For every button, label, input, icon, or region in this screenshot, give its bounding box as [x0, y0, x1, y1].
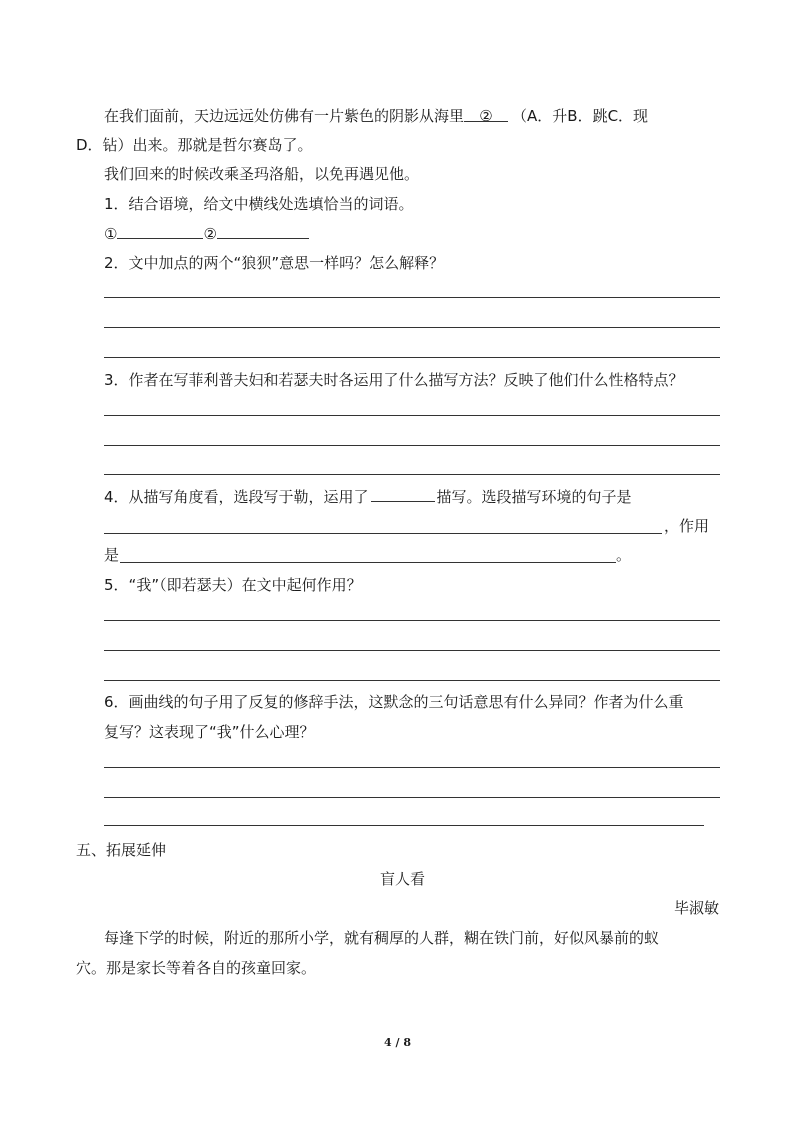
question-1-blanks: [104, 223, 309, 244]
q4-text-3: ，作用: [664, 517, 710, 535]
question-6-line-1: 6．画曲线的句子用了反复的修辞手法，这默念的三句话意思有什么异同？作者为什么重: [104, 693, 684, 711]
answer-line[interactable]: [104, 357, 720, 358]
answer-line[interactable]: [104, 533, 662, 534]
passage-line-1: [104, 106, 648, 126]
question-6-line-2: 复写？这表现了“我”什么心理？: [104, 723, 315, 741]
question-1: 1．结合语境，给文中横线处选填恰当的词语。: [104, 195, 414, 213]
answer-line[interactable]: [104, 415, 720, 416]
q4-text-4: 是: [104, 546, 120, 564]
essay-title: 盲人看: [380, 870, 426, 888]
answer-blank-description[interactable]: [371, 486, 435, 502]
answer-line[interactable]: [104, 620, 720, 621]
options-text: （A．升B．跳C．现: [512, 107, 649, 125]
essay-line-2: 穴。那是家长等着各自的孩童回家。: [76, 959, 317, 977]
blank-label-1: ①: [104, 225, 118, 243]
answer-blank-1[interactable]: [117, 223, 203, 239]
q4-text-5: 。: [616, 546, 632, 564]
blank-label-2: ②: [203, 225, 217, 243]
answer-line[interactable]: [104, 680, 720, 681]
question-5: 5．“我”（即若瑟夫）在文中起何作用？: [104, 576, 362, 594]
essay-author: 毕淑敏: [674, 899, 720, 917]
answer-line[interactable]: [104, 297, 720, 298]
page-number: 4 / 8: [384, 1036, 411, 1049]
question-4-line-1: [104, 486, 632, 507]
answer-line[interactable]: [104, 767, 720, 768]
answer-line[interactable]: [120, 562, 616, 563]
q4-text-1: 4．从描写角度看，选段写于勒，运用了: [104, 488, 369, 506]
answer-line[interactable]: [104, 327, 720, 328]
answer-line[interactable]: [104, 445, 720, 446]
question-3: 3．作者在写菲利普夫妇和若瑟夫时各运用了什么描写方法？反映了他们什么性格特点？: [104, 371, 684, 389]
blank-2: ②: [464, 106, 508, 122]
answer-line[interactable]: [104, 825, 704, 826]
passage-text: 在我们面前，天边远远处仿佛有一片紫色的阴影从海里: [104, 107, 465, 125]
passage-line-3: 我们回来的时候改乘圣玛洛船，以免再遇见他。: [104, 165, 420, 183]
answer-line[interactable]: [104, 650, 720, 651]
question-2: 2．文中加点的两个“狼狈”意思一样吗？怎么解释？: [104, 254, 445, 272]
q4-text-2: 描写。选段描写环境的句子是: [436, 488, 632, 506]
passage-line-2: D．钻）出来。那就是哲尔赛岛了。: [76, 136, 313, 154]
answer-line[interactable]: [104, 797, 720, 798]
answer-line[interactable]: [104, 474, 720, 475]
section-heading: 五、拓展延伸: [76, 841, 167, 859]
essay-line-1: 每逢下学的时候，附近的那所小学，就有稠厚的人群，糊在铁门前，好似风暴前的蚁: [104, 929, 660, 947]
answer-blank-2[interactable]: [217, 223, 309, 239]
